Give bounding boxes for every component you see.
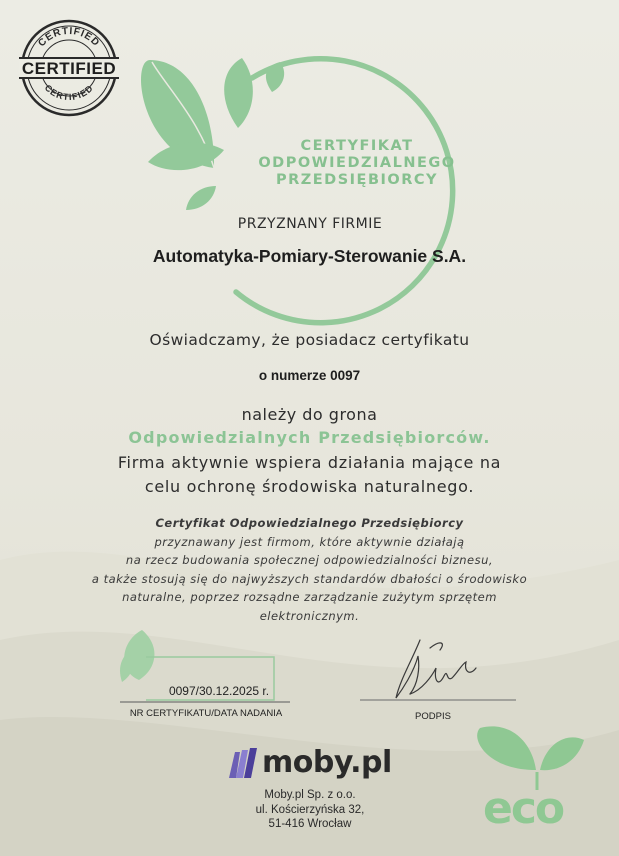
support-text-line: Firma aktywnie wspiera działania mające na	[117, 453, 502, 472]
awarded-label: PRZYZNANY FIRMIE	[237, 216, 383, 232]
support-text-line: celu ochronę środowiska naturalnego.	[144, 477, 475, 496]
address-company: Moby.pl Sp. z o.o.	[264, 789, 356, 801]
certificate-number-text: o numerze 0097	[258, 368, 361, 383]
decorative-circle-arc	[236, 59, 453, 323]
cert-date-label: NR CERTYFIKATU/DATA NADANIA	[129, 708, 283, 719]
description-block	[0, 514, 619, 625]
title-line: ODPOWIEDZIALNEGO	[258, 155, 456, 171]
company-name: Automatyka-Pomiary-Sterowanie S.A.	[152, 246, 467, 266]
belongs-text: należy do grona	[241, 405, 378, 424]
description-line: przyznawany jest firmom, które aktywnie działają	[154, 534, 465, 549]
description-heading: Certyfikat Odpowiedzialnego Przedsiębiorcy	[155, 516, 464, 530]
certified-stamp	[19, 18, 119, 118]
stamp-center-text: CERTIFIED	[21, 59, 117, 78]
description-line: na rzecz budowania społecznej odpowiedzialności biznesu,	[125, 553, 494, 567]
brand-name: moby.pl	[262, 745, 392, 780]
cert-date-value: 0097/30.12.2025 r.	[168, 684, 270, 698]
svg-text:CERTIFIED	[36, 26, 101, 49]
description-line: naturalne, poprzez rozsądne zarządzanie zużytym sprzętem	[122, 590, 497, 604]
address-city: 51-416 Wrocław	[268, 818, 352, 830]
eco-text: eco	[483, 783, 564, 834]
title-line: PRZEDSIĘBIORCY	[275, 172, 439, 188]
title-line: CERTYFIKAT	[300, 138, 414, 154]
group-name: Odpowiedzialnych Przedsiębiorców.	[128, 428, 491, 447]
description-line: a także stosują się do najwyższych standardów dbałości o środowisko	[91, 571, 528, 586]
stamp-bottom-text: CERTIFIED	[42, 82, 96, 103]
svg-text:CERTIFIED	[43, 83, 96, 102]
declaration-text: Oświadczamy, że posiadacz certyfikatu	[149, 331, 470, 349]
certificate-title	[252, 138, 462, 189]
stamp-top-text: CERTIFIED	[36, 25, 102, 50]
description-line: elektronicznym.	[259, 608, 360, 623]
company-address	[210, 788, 410, 832]
address-street: ul. Kościerzyńska 32,	[255, 803, 365, 816]
signature-label: PODPIS	[415, 711, 451, 722]
